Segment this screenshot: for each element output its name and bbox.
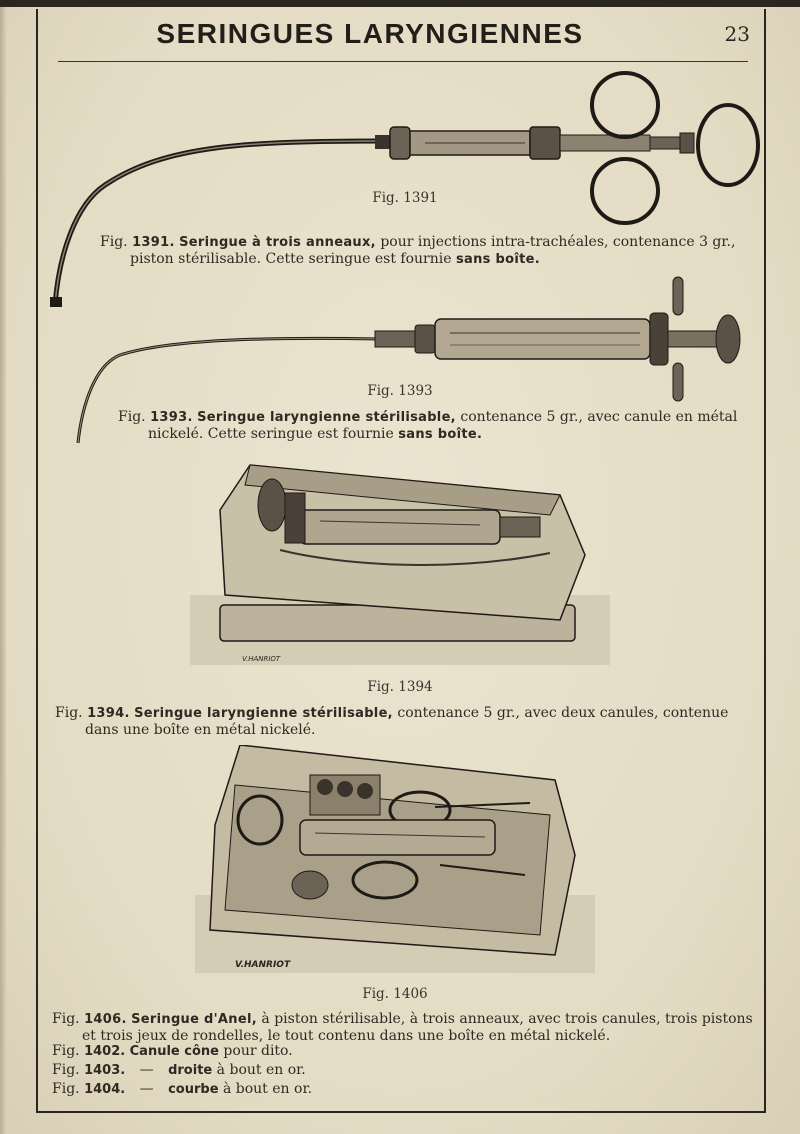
figure-caption: Fig. 1394	[367, 679, 433, 695]
engraver-signature: V.HANRIOT	[235, 960, 291, 970]
figure-description: Fig. 1393. Seringue laryngienne stérilisable, contenance 5 gr., avec canule en métal nickelé. Cette seringue est fournie sans boîte.	[118, 409, 738, 442]
product-name: Seringue d'Anel,	[131, 1012, 257, 1027]
figure-caption: Fig. 1393	[367, 383, 433, 399]
syringe-in-metal-box-illustration	[190, 455, 620, 675]
product-name: Seringue laryngienne stérilisable,	[134, 706, 393, 721]
binding-edge	[0, 7, 6, 1134]
list-item: Fig. 1403. — droite à bout en or.	[52, 1062, 306, 1078]
page-number: 23	[724, 22, 750, 46]
list-item: Fig. 1402. Canule cône pour dito.	[52, 1043, 293, 1059]
top-edge	[0, 0, 800, 7]
page-title: SERINGUES LARYNGIENNES	[156, 18, 584, 49]
product-name: Seringue à trois anneaux,	[179, 235, 376, 250]
figure-description: Fig. 1406. Seringue d'Anel, à piston stérilisable, à trois anneaux, avec trois canules, trois pistons et trois jeux de rondelles, le tout contenu dans une boîte en métal nickelé.	[52, 1011, 753, 1044]
figure-caption: Fig. 1391	[372, 190, 438, 206]
figure-caption: Fig. 1406	[362, 986, 428, 1002]
figure-description: Fig. 1391. Seringue à trois anneaux, pour injections intra-trachéales, contenance 3 gr., piston stérilisable. Cette seringue est fournie sans boîte.	[100, 234, 736, 267]
anel-syringe-case-illustration	[195, 745, 605, 977]
list-item: Fig. 1404. — courbe à bout en or.	[52, 1081, 313, 1097]
engraver-signature: V.HANRIOT	[242, 655, 281, 663]
title-rule	[58, 61, 748, 62]
product-name: Seringue laryngienne stérilisable,	[197, 410, 456, 425]
figure-description: Fig. 1394. Seringue laryngienne stérilisable, contenance 5 gr., avec deux canules, contenue dans une boîte en métal nickelé.	[55, 705, 729, 738]
